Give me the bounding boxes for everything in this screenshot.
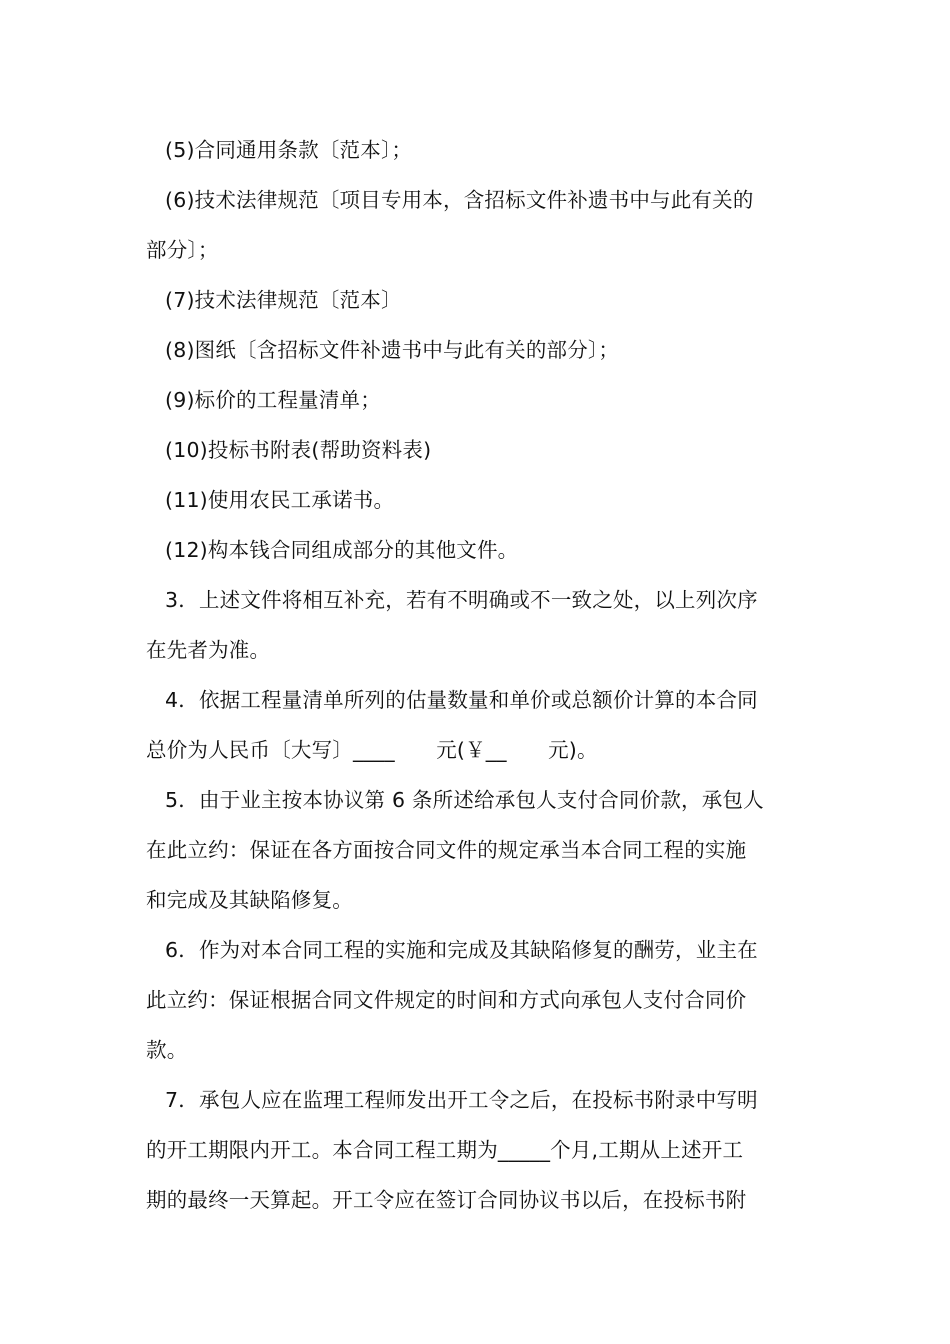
text-line: (12)构本钱合同组成部分的其他文件。 xyxy=(165,538,519,562)
text-line: 期的最终一天算起。开工令应在签订合同协议书以后，在投标书附 xyxy=(146,1188,747,1212)
text-line: 在此立约：保证在各方面按合同文件的规定承当本合同工程的实施 xyxy=(146,838,747,862)
text-line: 款。 xyxy=(146,1038,188,1062)
text-line: 7．承包人应在监理工程师发出开工令之后，在投标书附录中写明 xyxy=(165,1088,758,1112)
contract-text-body xyxy=(146,125,816,1225)
text-line: (5)合同通用条款〔范本〕； xyxy=(165,138,413,162)
text-line: 6．作为对本合同工程的实施和完成及其缺陷修复的酬劳，业主在 xyxy=(165,938,758,962)
text-line: (10)投标书附表(帮助资料表) xyxy=(165,438,432,462)
text-line: (6)技术法律规范〔项目专用本，含招标文件补遗书中与此有关的 xyxy=(165,188,754,212)
text-line: 总价为人民币〔大写〕____ 元(￥__ 元)。 xyxy=(146,738,598,762)
text-line: 4．依据工程量清单所列的估量数量和单价或总额价计算的本合同 xyxy=(165,688,758,712)
text-line: (8)图纸〔含招标文件补遗书中与此有关的部分〕； xyxy=(165,338,620,362)
text-line: 5．由于业主按本协议第 6 条所述给承包人支付合同价款，承包人 xyxy=(165,788,764,812)
text-line: 3．上述文件将相互补充，若有不明确或不一致之处，以上列次序 xyxy=(165,588,758,612)
text-line: 的开工期限内开工。本合同工程工期为_____个月,工期从上述开工 xyxy=(146,1138,744,1162)
text-line: (11)使用农民工承诺书。 xyxy=(165,488,395,512)
text-line: (7)技术法律规范〔范本〕 xyxy=(165,288,402,312)
text-line: (9)标价的工程量清单； xyxy=(165,388,381,412)
text-line: 在先者为准。 xyxy=(146,638,271,662)
text-line: 部分〕； xyxy=(146,238,219,262)
text-line: 此立约：保证根据合同文件规定的时间和方式向承包人支付合同价 xyxy=(146,988,747,1012)
text-line: 和完成及其缺陷修复。 xyxy=(146,888,353,912)
